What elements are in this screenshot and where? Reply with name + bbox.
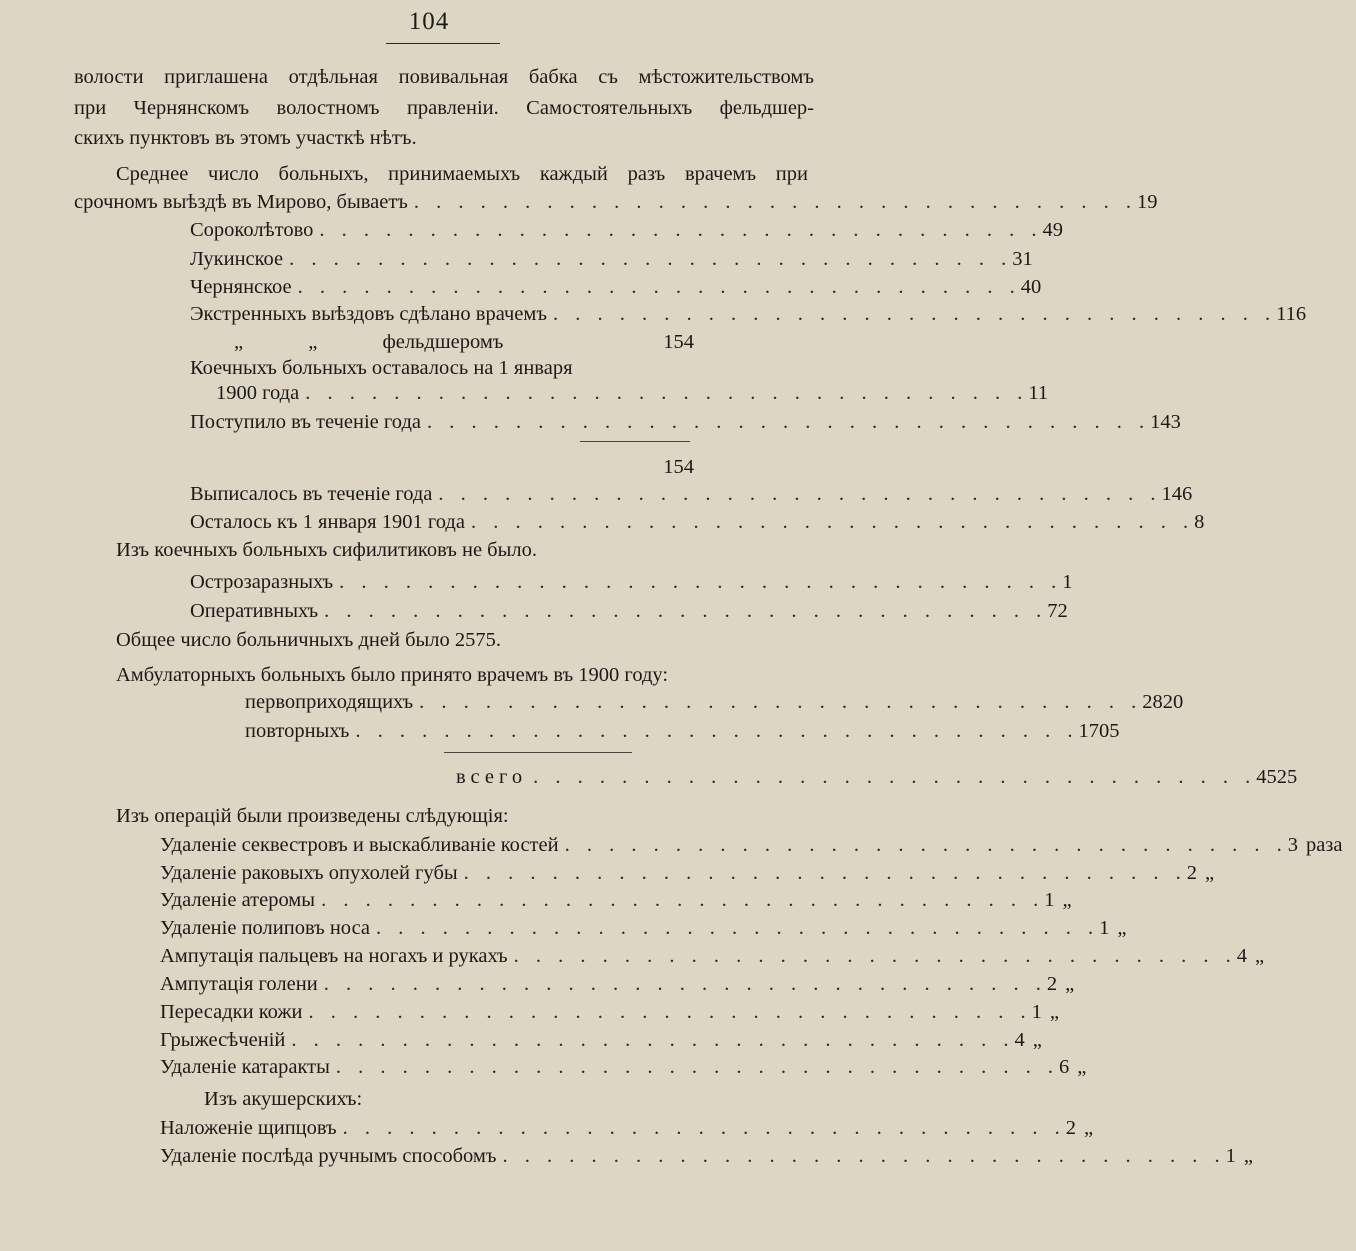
hospital-days: Общее число больничныхъ дней было 2575.	[116, 629, 502, 651]
stats-row: „ „ фельдшеромъ 154	[234, 331, 694, 353]
operation-row: Удаленіе катаракты . . . . . . . . . . . . . . . . . . . . . . . . . . . . . . . . . 6 „	[160, 1056, 1087, 1078]
operation-row: Пересадки кожи . . . . . . . . . . . . . . . . . . . . . . . . . . . . . . . . . 1 „	[160, 1001, 1059, 1023]
sum-rule	[580, 441, 690, 442]
average-label: срочномъ выѣздѣ въ Мирово, бываетъ	[74, 191, 408, 213]
operation-row: Ампутація пальцевъ на ногахъ и рукахъ . . . . . . . . . . . . . . . . . . . . . . . . . . . . . . . . . 4 „	[160, 945, 1265, 967]
obstetric-row: Наложеніе щипцовъ . . . . . . . . . . . . . . . . . . . . . . . . . . . . . . . . . 2 „	[160, 1117, 1094, 1139]
outpatient-first-row: первоприходящихъ . . . . . . . . . . . . . . . . . . . . . . . . . . . . . . . . . 2820	[245, 691, 1184, 713]
stats2-row: Острозаразныхъ . . . . . . . . . . . . . . . . . . . . . . . . . . . . . . . . . 1	[190, 571, 1073, 593]
stats-row: Сороколѣтово . . . . . . . . . . . . . . . . . . . . . . . . . . . . . . . . . 49	[190, 219, 1064, 241]
average-line-1: Среднее число больныхъ, принимаемыхъ каждый разъ врачемъ при	[116, 163, 808, 185]
intro-line-2: при Чернянскомъ волостномъ правленіи. Самостоятельныхъ фельдшер-	[74, 97, 814, 119]
syphilis-note: Изъ коечныхъ больныхъ сифилитиковъ не было.	[116, 539, 537, 561]
outpatient-repeat-row: повторныхъ . . . . . . . . . . . . . . . . . . . . . . . . . . . . . . . . . 1705	[245, 720, 1120, 742]
average-row	[74, 187, 1158, 217]
page-number-rule	[386, 43, 500, 44]
operation-row: Удаленіе секвестровъ и выскабливаніе костей . . . . . . . . . . . . . . . . . . . . . . . . . . . . . . . . . 3 раза	[160, 834, 1343, 856]
operation-row: Грыжесѣченій . . . . . . . . . . . . . . . . . . . . . . . . . . . . . . . . . 4 „	[160, 1029, 1042, 1051]
operations-heading: Изъ операцій были произведены слѣдующія:	[116, 805, 509, 827]
obstetric-heading: Изъ акушерскихъ:	[204, 1088, 363, 1110]
operation-row: Удаленіе раковыхъ опухолей губы . . . . . . . . . . . . . . . . . . . . . . . . . . . . . . . . . 2 „	[160, 862, 1215, 884]
intro-line-3: скихъ пунктовъ въ этомъ участкѣ нѣтъ.	[74, 127, 417, 149]
bedridden-line-1: Коечныхъ больныхъ оставалось на 1 января	[190, 357, 573, 379]
bedridden-total: 154	[663, 456, 694, 478]
stats-row: Чернянское . . . . . . . . . . . . . . . . . . . . . . . . . . . . . . . . . 40	[190, 276, 1042, 298]
leader-dots: . . . . . . . . . . . . . . . . . . . . . . . . . . . . . . . . .	[413, 191, 1138, 213]
sum-rule	[444, 752, 632, 753]
stats-row: Экстренныхъ выѣздовъ сдѣлано врачемъ . . . . . . . . . . . . . . . . . . . . . . . . . . . . . . . . . 116	[190, 303, 1307, 325]
operation-row: Удаленіе полиповъ носа . . . . . . . . . . . . . . . . . . . . . . . . . . . . . . . . . 1 „	[160, 917, 1127, 939]
obstetric-row: Удаленіе послѣда ручнымъ способомъ . . . . . . . . . . . . . . . . . . . . . . . . . . . . . . . . . 1 „	[160, 1145, 1253, 1167]
remained-row: Осталось къ 1 января 1901 года . . . . . . . . . . . . . . . . . . . . . . . . . . . . . . . . . 8	[190, 511, 1205, 533]
discharged-row: Выписалось въ теченіе года . . . . . . . . . . . . . . . . . . . . . . . . . . . . . . . . . 146	[190, 483, 1193, 505]
admitted-row: Поступило въ теченіе года . . . . . . . . . . . . . . . . . . . . . . . . . . . . . . . . . 143	[190, 411, 1181, 433]
stats2-row: Оперативныхъ . . . . . . . . . . . . . . . . . . . . . . . . . . . . . . . . . 72	[190, 600, 1068, 622]
operation-row: Ампутація голени . . . . . . . . . . . . . . . . . . . . . . . . . . . . . . . . . 2 „	[160, 973, 1075, 995]
outpatient-heading: Амбулаторныхъ больныхъ было принято врачемъ въ 1900 году:	[116, 664, 669, 686]
stats-row: Лукинское . . . . . . . . . . . . . . . . . . . . . . . . . . . . . . . . . 31	[190, 248, 1033, 270]
average-value: 19	[1137, 191, 1158, 213]
operation-row: Удаленіе атеромы . . . . . . . . . . . . . . . . . . . . . . . . . . . . . . . . . 1 „	[160, 889, 1072, 911]
outpatient-total-row: всего . . . . . . . . . . . . . . . . . . . . . . . . . . . . . . . . . 4525	[456, 766, 1298, 788]
bedridden-row: 1900 года . . . . . . . . . . . . . . . . . . . . . . . . . . . . . . . . . 11	[216, 382, 1049, 404]
page-number: 104	[408, 8, 450, 35]
intro-line-1: волости приглашена отдѣльная повивальная бабка съ мѣстожительствомъ	[74, 66, 814, 88]
